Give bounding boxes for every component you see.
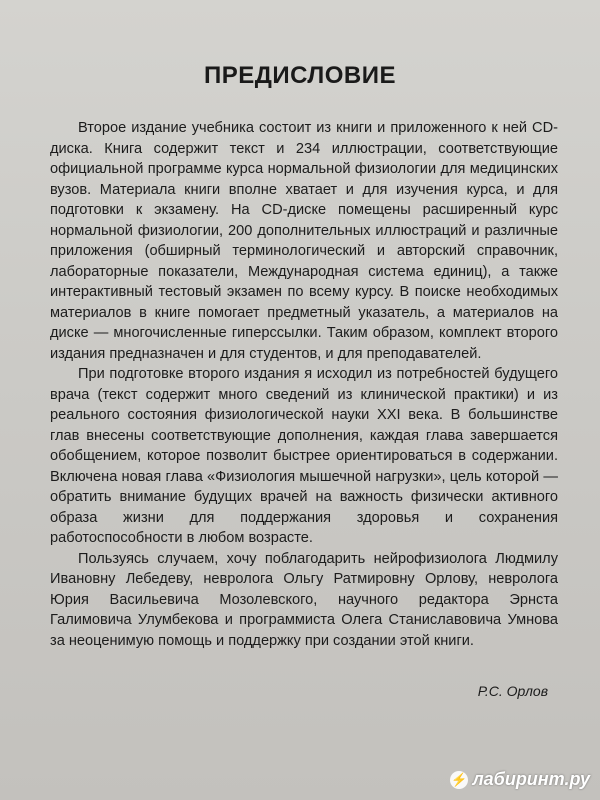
page-title: ПРЕДИСЛОВИЕ: [204, 62, 396, 90]
site-watermark: [450, 769, 590, 790]
paragraph-3: Пользуясь случаем, хочу поблагодарить нейрофизиолога Людмилу Ивановну Лебедеву, невролога Ольгу Ратмировну Орлову, невролога Юрия Васильевича Мозолевского, научного редактора Эрнста Галимовича Улумбекова и программиста Олега Станиславовича Умнова за неоценимую помощь и поддержку при создании этой книги.: [50, 550, 558, 649]
paragraph-1: Второе издание учебника состоит из книги и приложенного к ней CD-диска. Книга содержит текст и 234 иллюстрации, соответствующие официальной программе курса нормальной физиологии для медицинских вузов. Материала книги вполне хватает и для изучения курса, и для подготовки к экзамену. На CD-диске помещены расширенный курс нормальной физиологии, 200 дополнительных иллюстраций и различные приложения (обширный терминологический и авторский справочник, лабораторные показатели, Международная система единиц), а также интерактивный тестовый экзамен по всему курсу. В поиске необходимых материалов в книге помогает предметный указатель, а материалов на диске — многочисленные гиперссылки. Таким образом, комплект второго издания предназначен и для студентов, и для преподавателей.: [50, 120, 558, 362]
author-signature: Р.С. Орлов: [477, 683, 548, 699]
watermark-text: лабиринт.ру: [472, 769, 590, 789]
preface-body: [50, 118, 558, 651]
lightning-icon: ⚡: [451, 771, 468, 787]
paragraph-2: При подготовке второго издания я исходил из потребностей будущего врача (текст содержит много сведений из клинической практики) и из реального состояния физиологической науки XXI века. В большинстве глав внесены соответствующие дополнения, каждая глава завершается обобщением, которое позволит быстрее ориентироваться в содержании. Включена новая глава «Физиология мышечной нагрузки», цель которой — обратить внимание будущих врачей на важность физически активного образа жизни для поддержания здоровья и сохранения работоспособности в любом возрасте.: [50, 366, 558, 546]
